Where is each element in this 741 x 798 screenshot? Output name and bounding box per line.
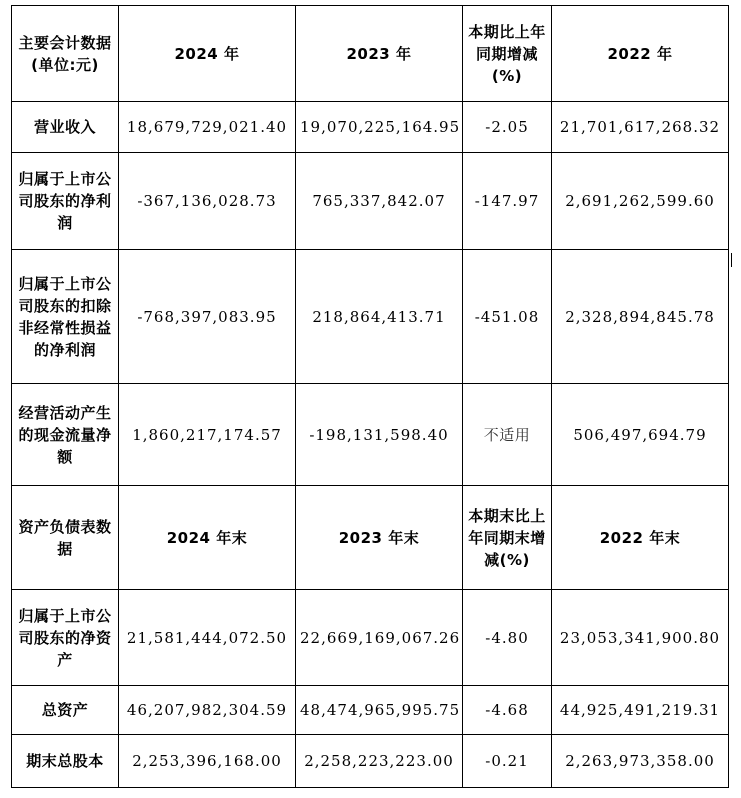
header-change: 本期末比上年同期末增减(%): [463, 486, 552, 590]
row-label: 营业收入: [12, 102, 119, 153]
row-label: 总资产: [12, 686, 119, 735]
value-2023: 2,258,223,223.00: [296, 735, 463, 788]
header-change: 本期比上年同期增减(%): [463, 6, 552, 102]
value-2022: 506,497,694.79: [552, 384, 729, 486]
financial-data-table: [11, 5, 729, 788]
value-2024: -367,136,028.73: [119, 153, 296, 250]
value-2024: 46,207,982,304.59: [119, 686, 296, 735]
margin-mark: [731, 253, 738, 267]
value-2022: 2,328,894,845.78: [552, 250, 729, 384]
table-row: [12, 153, 729, 250]
table-row: [12, 384, 729, 486]
header-2024: 2024 年: [119, 6, 296, 102]
header-2024-end: 2024 年末: [119, 486, 296, 590]
table-row: [12, 735, 729, 788]
row-label: 期末总股本: [12, 735, 119, 788]
balance-header-row: [12, 486, 729, 590]
value-2024: 21,581,444,072.50: [119, 590, 296, 686]
value-2022: 44,925,491,219.31: [552, 686, 729, 735]
income-header-row: [12, 6, 729, 102]
header-label-cell: 资产负债表数据: [12, 486, 119, 590]
value-change: -4.80: [463, 590, 552, 686]
value-2024: 18,679,729,021.40: [119, 102, 296, 153]
header-2023-end: 2023 年末: [296, 486, 463, 590]
value-change: 不适用: [463, 384, 552, 486]
value-2023: 48,474,965,995.75: [296, 686, 463, 735]
row-label: 归属于上市公司股东的净资产: [12, 590, 119, 686]
row-label: 归属于上市公司股东的扣除非经常性损益的净利润: [12, 250, 119, 384]
value-change: -2.05: [463, 102, 552, 153]
table-row: [12, 590, 729, 686]
row-label: 经营活动产生的现金流量净额: [12, 384, 119, 486]
header-2022-end: 2022 年末: [552, 486, 729, 590]
value-2023: -198,131,598.40: [296, 384, 463, 486]
header-label-cell: 主要会计数据(单位:元): [12, 6, 119, 102]
value-2024: 2,253,396,168.00: [119, 735, 296, 788]
value-2022: 2,263,973,358.00: [552, 735, 729, 788]
value-change: -4.68: [463, 686, 552, 735]
table-row: [12, 250, 729, 384]
value-2022: 21,701,617,268.32: [552, 102, 729, 153]
value-2024: 1,860,217,174.57: [119, 384, 296, 486]
table-row: [12, 686, 729, 735]
row-label: 归属于上市公司股东的净利润: [12, 153, 119, 250]
value-2023: 22,669,169,067.26: [296, 590, 463, 686]
value-change: -147.97: [463, 153, 552, 250]
value-2023: 218,864,413.71: [296, 250, 463, 384]
value-change: -0.21: [463, 735, 552, 788]
table-row: [12, 102, 729, 153]
header-2022: 2022 年: [552, 6, 729, 102]
value-2023: 765,337,842.07: [296, 153, 463, 250]
value-2024: -768,397,083.95: [119, 250, 296, 384]
value-2023: 19,070,225,164.95: [296, 102, 463, 153]
value-2022: 2,691,262,599.60: [552, 153, 729, 250]
value-2022: 23,053,341,900.80: [552, 590, 729, 686]
header-2023: 2023 年: [296, 6, 463, 102]
value-change: -451.08: [463, 250, 552, 384]
